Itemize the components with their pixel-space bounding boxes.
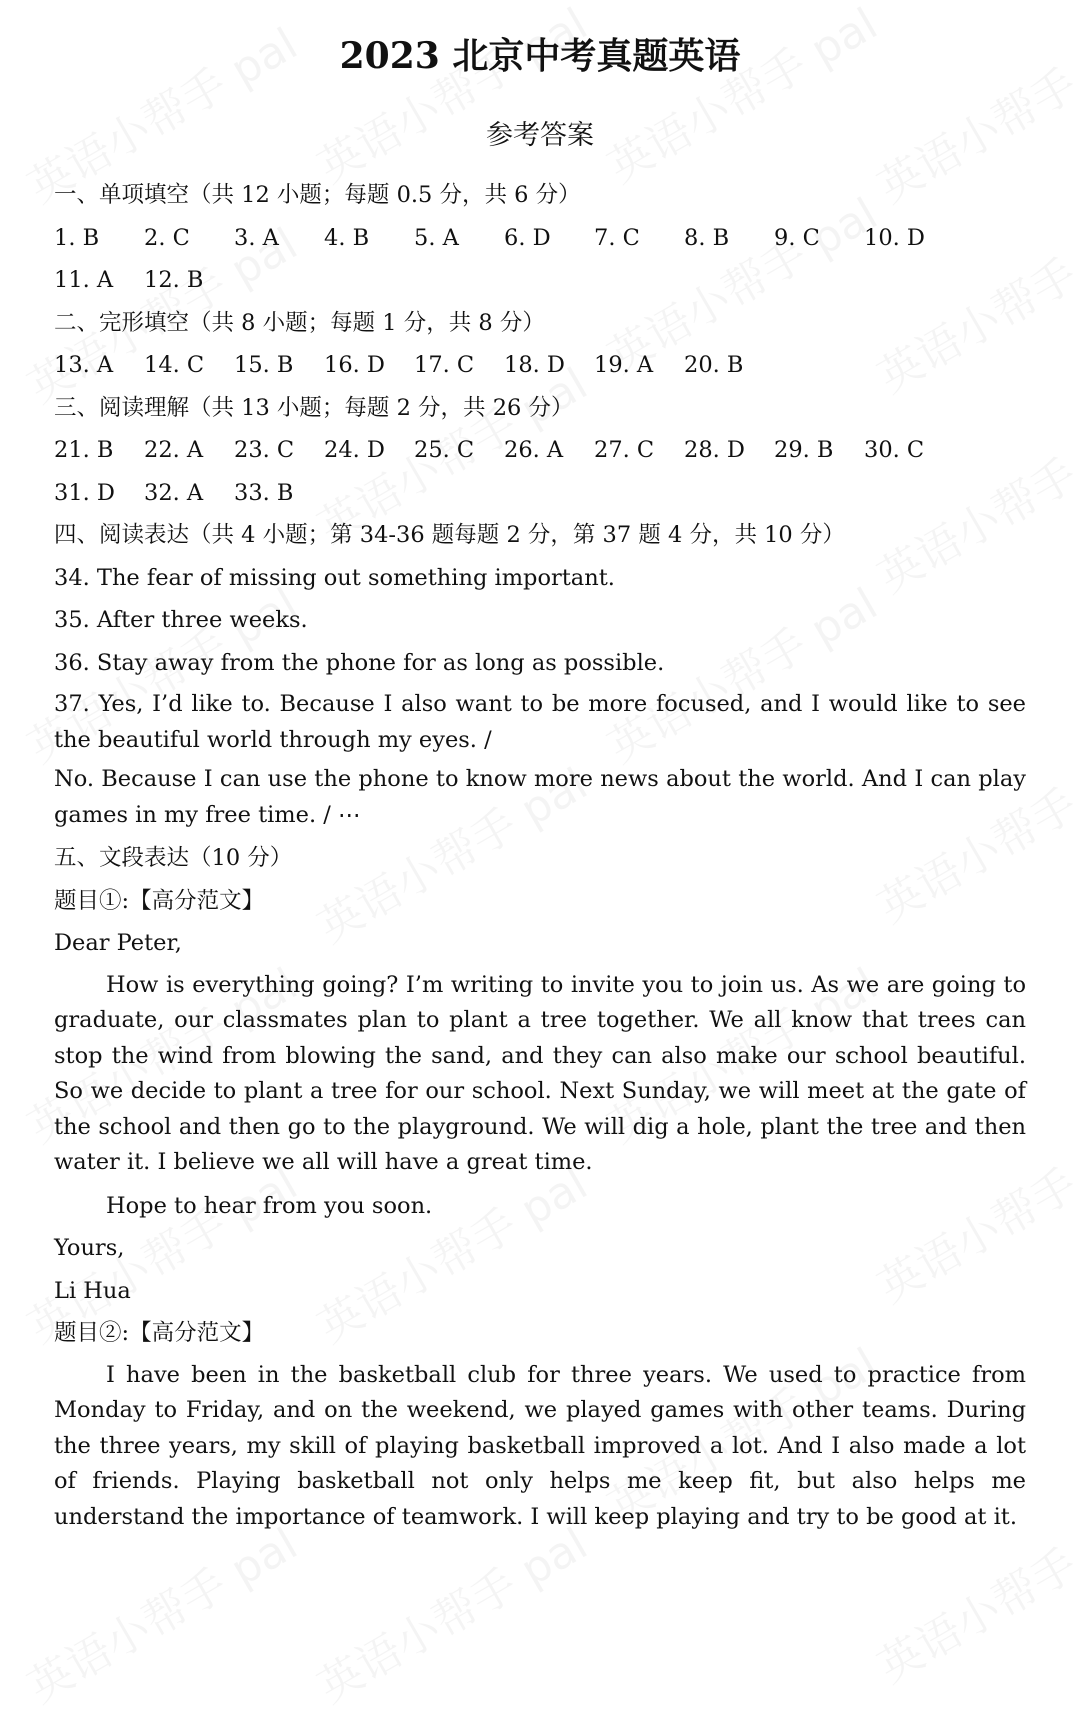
answer-item: 5. A: [414, 224, 459, 251]
answer-content: [54, 174, 1026, 1539]
answer-item: 22. A: [144, 437, 204, 463]
answer-item: 8. B: [684, 224, 730, 251]
answer-item: 26. A: [504, 437, 564, 463]
answer-item: 20. B: [684, 352, 744, 378]
letter-closing-line: Hope to hear from you soon.: [106, 1192, 433, 1219]
answer-item: 32. A: [144, 479, 204, 506]
answer-item: 33. B: [234, 479, 294, 506]
answer-37-yes: 37. Yes, I’d like to. Because I also want to be more focused, and I would like to see the beautiful world through my eyes. /: [54, 691, 1026, 753]
answer-item: 30. C: [864, 437, 925, 463]
answer-item: 18. D: [504, 352, 565, 378]
answer-item: 31. D: [54, 479, 115, 506]
letter-signature: Li Hua: [54, 1277, 131, 1304]
section-heading: 一、单项填空（共 12 小题；每题 0.5 分，共 6 分）: [54, 182, 581, 208]
answer-item: 16. D: [324, 352, 385, 378]
answer-34: 34. The fear of missing out something important.: [54, 564, 615, 591]
answer-item: 10. D: [864, 224, 925, 251]
section-heading: 三、阅读理解（共 13 小题；每题 2 分，共 26 分）: [54, 394, 574, 421]
watermark: [304, 1509, 597, 1715]
answer-row: [54, 217, 1026, 260]
answer-item: 15. B: [234, 352, 294, 378]
topic-2-label: 题目②:【高分范文】: [54, 1320, 265, 1346]
letter-greeting: Dear Peter,: [54, 930, 182, 956]
topic-1-label: 题目①:【高分范文】: [54, 887, 265, 914]
answer-item: 4. B: [324, 224, 370, 251]
answer-item: 19. A: [594, 352, 654, 378]
answer-36: 36. Stay away from the phone for as long as possible.: [54, 649, 665, 676]
answer-item: 3. A: [234, 224, 279, 251]
answer-item: 11. A: [54, 267, 114, 293]
section-heading: 四、阅读表达（共 4 小题；第 34-36 题每题 2 分，第 37 题 4 分，共 10 分）: [54, 522, 845, 548]
watermark: [14, 1509, 307, 1715]
answer-item: 21. B: [54, 437, 114, 463]
essay-2-body: I have been in the basketball club for three years. We used to practice from Monday to Friday, and on the weekend, we played games with other teams. During the three years, my skill of playing basketball improved a lot. And I also made a lot of friends. Playing basketball not only helps me keep fit, but also helps me understand the importance of teamwork. I will keep playing and try to be good at it.: [54, 1361, 1026, 1530]
answer-item: 2. C: [144, 224, 190, 251]
page-subtitle: 参考答案: [486, 120, 594, 151]
answer-item: 1. B: [54, 224, 100, 251]
answer-item: 7. C: [594, 224, 640, 251]
letter-signoff: Yours,: [54, 1235, 125, 1261]
answer-item: 23. C: [234, 437, 295, 463]
answer-item: 29. B: [774, 437, 834, 463]
answer-item: 25. C: [414, 437, 475, 463]
section-heading: 二、完形填空（共 8 小题；每题 1 分，共 8 分）: [54, 309, 545, 336]
section-heading: 五、文段表达（10 分）: [54, 845, 293, 871]
answer-row: [54, 259, 1026, 302]
answer-item: 28. D: [684, 437, 745, 463]
answer-item: 6. D: [504, 224, 551, 251]
answer-item: 17. C: [414, 352, 475, 378]
answer-row: [54, 429, 1026, 472]
answer-35: 35. After three weeks.: [54, 607, 308, 633]
answer-item: 27. C: [594, 437, 655, 463]
answer-item: 9. C: [774, 224, 820, 251]
answer-item: 13. A: [54, 352, 114, 378]
answer-item: 14. C: [144, 352, 205, 378]
letter-body: How is everything going? I’m writing to invite you to join us. As we are going to graduate, our classmates plan to plant a tree together. We all know that trees can stop the wind from blowing the sand, and they can also make our school beautiful. So we decide to plant a tree for our school. Next Sunday, we will meet at the gate of the school and then go to the playground. We will dig a hole, plant the tree and then water it. I believe we all will have a great time.: [54, 971, 1026, 1175]
answer-37-no: No. Because I can use the phone to know more news about the world. And I can play games in my free time. / ⋯: [54, 766, 1026, 828]
answer-row: [54, 344, 1026, 387]
answer-item: 24. D: [324, 437, 385, 463]
page-title: 2023 北京中考真题英语: [339, 35, 741, 77]
answer-item: 12. B: [144, 267, 204, 293]
answer-row: [54, 472, 1026, 515]
